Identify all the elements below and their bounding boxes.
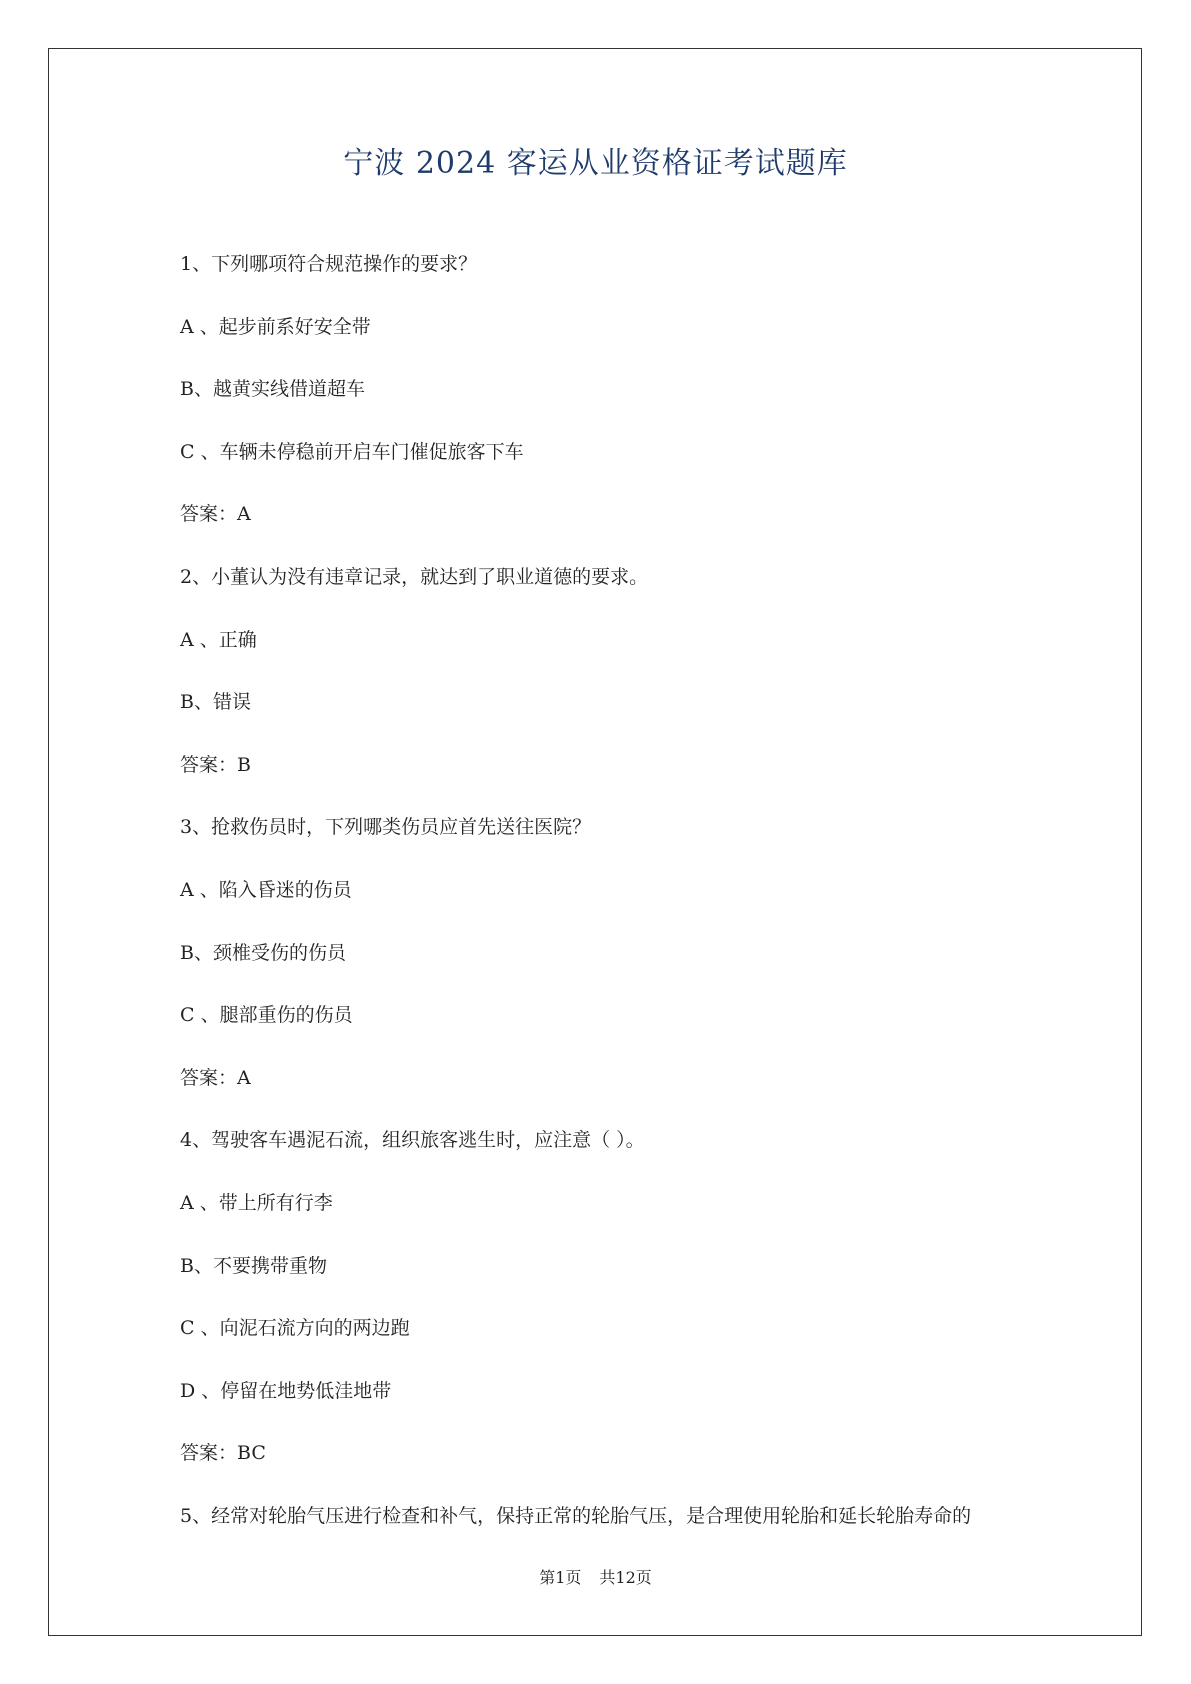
page-footer: [0, 1565, 1191, 1588]
option-2a: A 、正确: [180, 628, 257, 651]
question-list: [180, 250, 1060, 1564]
option-1c: C 、车辆未停稳前开启车门催促旅客下车: [180, 440, 524, 463]
answer-2: 答案：B: [180, 753, 251, 776]
option-1b: B、越黄实线借道超车: [180, 378, 365, 401]
option-4a: A 、带上所有行李: [180, 1191, 333, 1214]
answer-4: 答案：BC: [180, 1442, 266, 1465]
answer-3: 答案：A: [180, 1066, 251, 1089]
question-3: 3、抢救伤员时，下列哪类伤员应首先送往医院？: [180, 816, 592, 839]
option-4b: B、不要携带重物: [180, 1254, 327, 1277]
page-total: 共12页: [599, 1568, 652, 1587]
question-1: 1、下列哪项符合规范操作的要求？: [180, 253, 478, 275]
question-5: 5、经常对轮胎气压进行检查和补气，保持正常的轮胎气压，是合理使用轮胎和延长轮胎寿命的: [180, 1504, 972, 1527]
question-4: 4、驾驶客车遇泥石流，组织旅客逃生时，应注意（ ）。: [180, 1129, 645, 1152]
option-3b: B、颈椎受伤的伤员: [180, 941, 346, 964]
option-1a: A 、起步前系好安全带: [180, 315, 371, 338]
option-4d: D 、停留在地势低洼地带: [180, 1379, 392, 1402]
option-3c: C 、腿部重伤的伤员: [180, 1004, 353, 1027]
question-2: 2、小董认为没有违章记录，就达到了职业道德的要求。: [180, 565, 649, 588]
option-4c: C 、向泥石流方向的两边跑: [180, 1317, 410, 1340]
option-3a: A 、陷入昏迷的伤员: [180, 878, 352, 901]
document-title: 宁波 2024 客运从业资格证考试题库: [343, 146, 848, 181]
page-number: 第1页: [539, 1568, 582, 1587]
option-2b: B、错误: [180, 691, 251, 714]
answer-1: 答案：A: [180, 503, 251, 526]
